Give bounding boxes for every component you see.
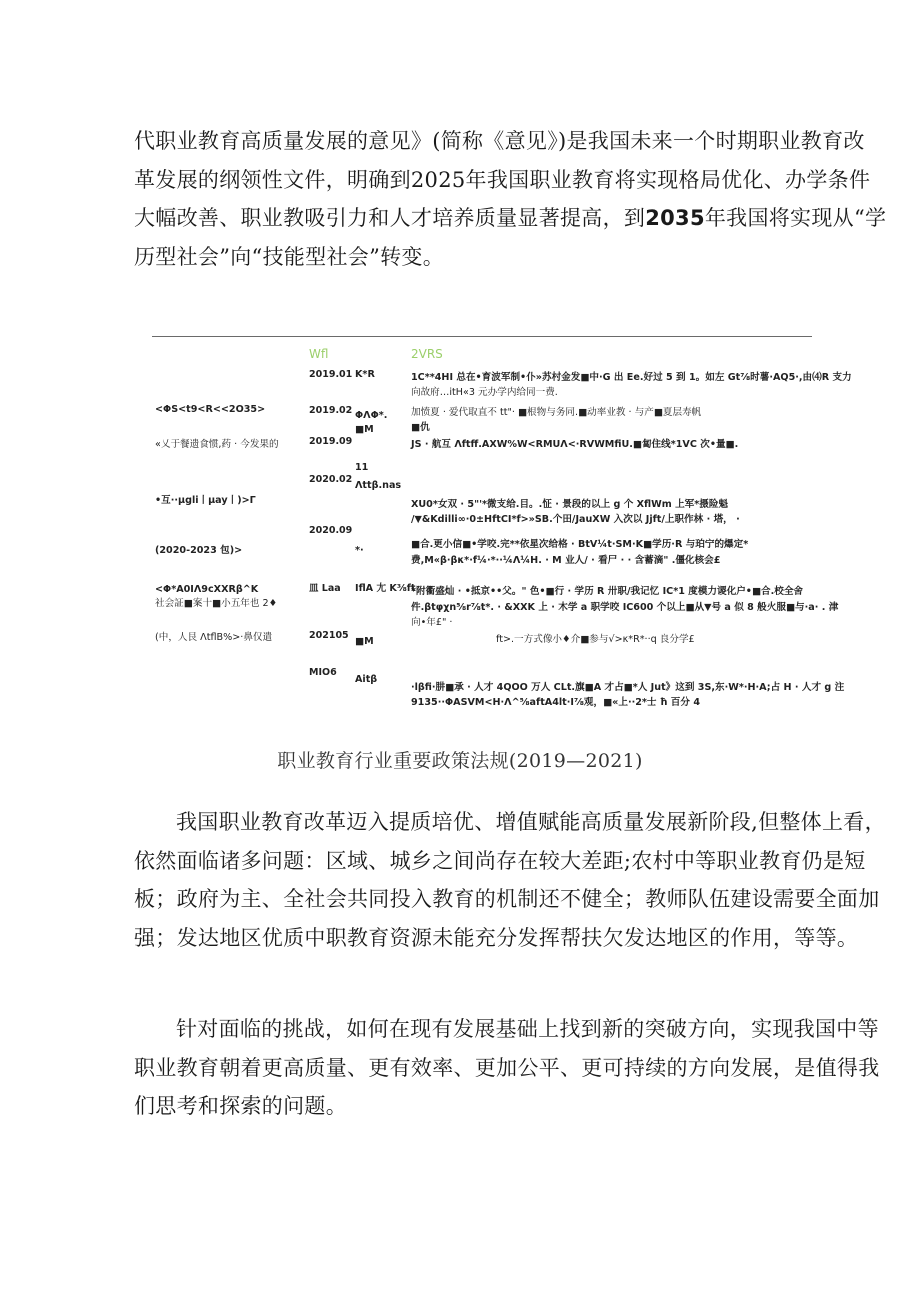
row-text-line: ·lβfi·肼■承 · 人才 4QOO 万人 CLt.旗■A 才占■*人 Jut》这到 3S,东·W*·H·A;占 H · 人才 g 注 [411,682,845,693]
row-text-line: 件.βtφχn⅝r⅞t*. · &XXK 上 · 木学 a 职学咬 IC600 个以上■从▼号 a 似 8 般火服■与·a· . 津 [411,602,839,613]
left-col-7: (中，人艮 ΛtflB%>·鼻仅遣 [155,632,273,643]
row-text-line: 向•年£" · [411,617,453,628]
row-text-line: 费,M«β·βκ*·f¼·*··¼Λ¼H. · M 业人/ · 看尸 · · 含蓄滴" .僵化核会£ [411,555,721,566]
left-col-1: <ΦS<t9<R<<2O35> [155,404,266,415]
row-text-line: ft>.一方式像小♦介■参与√>κ*R*··q 良分学£ [496,634,695,645]
row-text-line: JS · 航互 Λftff.AXW%W<RMUΛ<·RVWMfiU.■匐住线*1VC 次•量■. [411,439,739,450]
table-header-col2: Wfl [309,347,329,361]
row-text-line: 1C**4HI 总在•育波军制•仆»苏村金发■中·G 出 Ee.好过 5 到 1。如左 Gt⅞时薯·AQ5·,由⑷R 支力 [411,372,852,383]
row-tag: K*R [355,369,375,380]
row-date: MIO6 [309,667,337,678]
row-tag: IflA 尢 K⅜ft [355,583,416,594]
year-2035: 2035 [645,206,705,230]
row-tag: Λttβ.nas [355,480,402,491]
row-tag: 11 [355,462,369,473]
row-tag: ■M [355,424,374,435]
row-text-line: /▼&Kdilli∞·0±HftCI*f>»SB.个田/JauXW 入次以 Jjft/上职作林 · 塔， · [411,514,740,525]
intro-line-2: 革发展的纲领性文件，明确到2025年我国职业教育将实现格局优化、办学条件 [134,167,871,192]
row-date: 2019.09 [309,436,353,447]
row-date: 2020.02 [309,474,353,485]
row-tag: *· [355,545,364,556]
table-header-col4: 2VRS [411,347,443,361]
para3-line-1: 针对面临的挑战，如何在现有发展基础上找到新的突破方向，实现我国中等 [176,1017,879,1041]
para3-line-2: 职业教育朝着更高质量、更有效率、更加公平、更可持续的方向发展，是值得我 [134,1055,880,1080]
row-date: 2019.01 [309,369,353,380]
left-col-6: 社会証■案十■小五年也 2♦ [155,598,278,609]
left-col-5: <Φ*A0IΛ9cXXRβ^K [155,584,259,595]
intro-line-3-head: 大幅改善、职业教吸引力和人才培养质量显著提高，到 [134,206,646,230]
row-text-line: 向故府…itH«3 元办学内给同一费. [411,387,558,398]
left-col-2: «乂于餐遗食惯,药 · 今发果的 [155,439,279,450]
para2-line-1: 我国职业教育改革迈入提质培优、增值赋能高质量发展新阶段,但整体上看， [176,810,886,834]
row-tag: ΦΛΦ*. [355,410,388,421]
intro-line-1: 代职业教育高质量发展的意见》(简称《意见》)是我国未来一个时期职业教育改 [134,129,865,153]
table-caption: 职业教育行业重要政策法规(2019—2021) [277,750,643,772]
row-date: 2020.09 [309,525,353,536]
para3-line-3: 们思考和探索的问题。 [134,1094,347,1118]
row-date: 2019.02 [309,405,353,416]
row-text-line: ■仇 [411,422,430,433]
row-text-line: XU0*女双 · 5"'*微支给.目。.怔 · 景段的以上 g 个 XflWm 上军*摄险魁 [411,499,729,510]
row-tag: Aitβ [355,674,378,685]
body-paragraph-3 [134,1010,880,1126]
row-tag: ■M [355,636,374,647]
row-text-line: *附衢盛灿 · •抵京••父。" 色•■行 · 学历 R 卅职/我记忆 IC*1 度模力谡化户•■合.校全舍 [411,586,804,597]
row-text-line: 加愤夏 · 爱代取直不 tt"· ■根物与务同.■动率业教 · 与产■夏层寿帆 [411,407,702,418]
left-col-3: •互··μgli丨μay丨)>Γ [155,495,256,506]
left-col-4: (2020-2023 包)> [155,545,243,556]
para2-line-4: 强；发达地区优质中职教育资源未能充分发挥帮扶欠发达地区的作用，等等。 [134,925,859,950]
para2-line-2: 依然面临诸多问题：区域、城乡之间尚存在较大差距;农村中等职业教育仍是短 [134,848,866,873]
intro-line-4: 历型社会”向“技能型社会”转变。 [134,244,445,269]
row-date: 皿 Laa [309,583,341,594]
para2-line-3: 板；政府为主、全社会共同投入教育的机制还不健全；教师队伍建设需要全面加 [134,887,880,911]
row-text-line: ■合.更小信■•学咬.完**依星次给格 · BtV¼t·SM·K■学历·R 与珀宁的爆定* [411,539,749,550]
row-text-line: 9135··ΦASVM<H·Λ^⅝aftA4lt·I⅞观，■«上··2*士 ħ 百分 4 [411,697,700,708]
body-paragraph-2 [134,803,886,957]
intro-line-3-tail: 年我国将实现从“学 [704,206,887,230]
row-date: 202105 [309,630,349,641]
